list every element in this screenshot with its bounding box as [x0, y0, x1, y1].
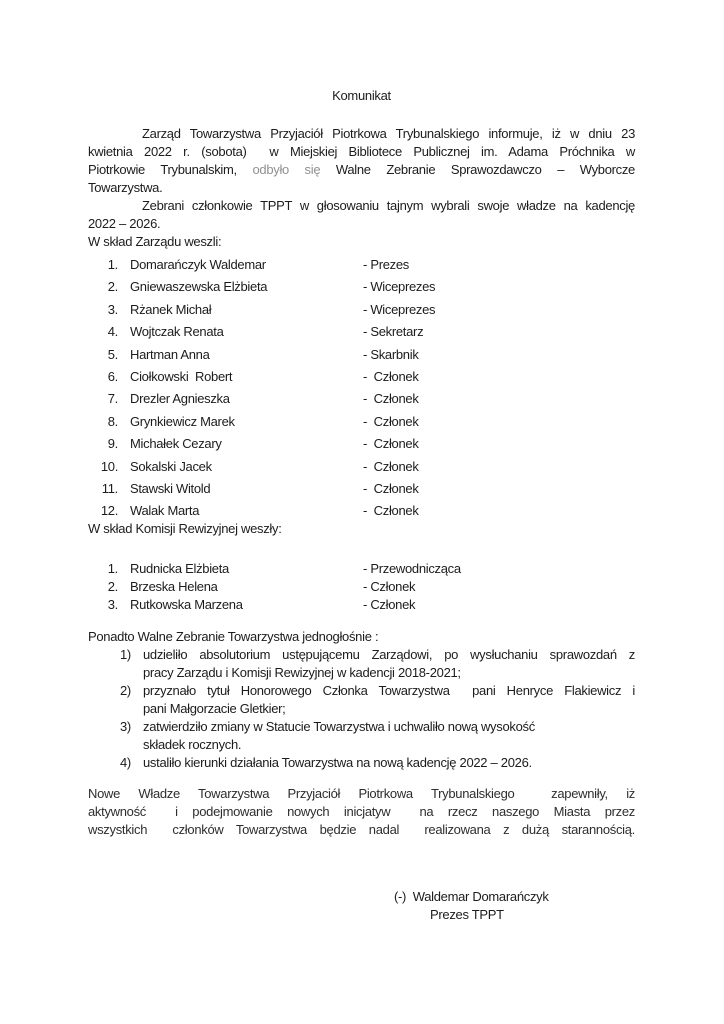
member-row	[88, 560, 635, 578]
member-name: Drezler Agnieszka	[130, 391, 230, 407]
paragraph-line: Zebrani członkowie TPPT w głosowaniu tajnym wybrali swoje władze na kadencję	[142, 198, 635, 213]
resolution-item	[88, 682, 635, 718]
committee-heading: W skład Komisji Rewizyjnej weszły:	[88, 521, 282, 537]
resolution-number: 3)	[120, 719, 131, 735]
member-row	[88, 256, 635, 274]
member-role: - Wiceprezes	[363, 279, 436, 295]
paragraph-line: 2022 – 2026.	[88, 216, 161, 231]
paragraph-line: Towarzystwa.	[88, 180, 163, 195]
paragraph-line	[88, 161, 635, 179]
paragraph-text: Walne Zebranie Sprawozdawczo – Wyborcze	[320, 162, 635, 177]
member-row	[88, 480, 635, 498]
resolutions-heading: Ponadto Walne Zebranie Towarzystwa jednogłośnie :	[88, 629, 379, 645]
member-name: Rudnicka Elżbieta	[130, 561, 229, 577]
signature-block	[88, 888, 635, 924]
paragraph-line: aktywność i podejmowanie nowych inicjatyw na rzecz naszego Miasta przez	[88, 804, 635, 820]
member-name: Walak Marta	[130, 503, 200, 519]
member-name: Stawski Witold	[130, 480, 211, 496]
resolution-line: składek rocznych.	[143, 737, 242, 753]
member-name: Grynkiewicz Marek	[130, 413, 235, 429]
member-role: - Członek	[363, 413, 419, 429]
member-role: - Członek	[363, 436, 419, 452]
board-members-list	[88, 256, 635, 520]
member-row	[88, 502, 635, 520]
member-role: - Prezes	[363, 257, 410, 272]
member-name: Ciołkowski Robert	[130, 368, 233, 384]
resolution-text	[143, 754, 635, 772]
resolution-number: 2)	[120, 683, 131, 699]
member-number: 10.	[100, 458, 118, 474]
member-number: 1.	[107, 561, 118, 577]
member-row	[88, 323, 635, 341]
resolution-line: pracy Zarządu i Komisji Rewizyjnej w kadencji 2018-2021;	[143, 665, 461, 681]
member-name: Domarańczyk Waldemar	[130, 257, 266, 272]
resolution-text	[143, 682, 635, 718]
member-row	[88, 458, 635, 476]
member-number: 6.	[107, 368, 118, 384]
member-number: 4.	[107, 324, 118, 340]
member-role: - Członek	[363, 368, 419, 384]
member-role: - Członek	[363, 458, 419, 474]
member-row	[88, 578, 635, 596]
member-number: 12.	[100, 503, 118, 519]
resolution-line: pani Małgorzacie Gletkier;	[143, 701, 286, 717]
paragraph-line: wszystkich członków Towarzystwa będzie nadal realizowana z dużą starannością.	[88, 822, 635, 838]
signature-title: Prezes TPPT	[430, 907, 504, 923]
member-role: - Członek	[363, 579, 416, 595]
member-row	[88, 435, 635, 453]
member-row	[88, 390, 635, 408]
member-row	[88, 413, 635, 431]
member-row	[88, 346, 635, 364]
resolutions-list	[88, 646, 635, 772]
intro-paragraph	[88, 125, 635, 197]
resolution-text	[143, 718, 635, 754]
document-title: Komunikat	[332, 88, 391, 103]
member-role: - Skarbnik	[363, 346, 419, 362]
member-role: - Członek	[363, 480, 419, 496]
committee-members-list	[88, 560, 635, 614]
resolution-line: ustaliło kierunki działania Towarzystwa na nową kadencję 2022 – 2026.	[143, 755, 532, 771]
resolution-line: udzieliło absolutorium ustępującemu Zarządowi, po wysłuchaniu sprawozdań z	[143, 647, 635, 663]
resolution-item	[88, 646, 635, 682]
member-number: 3.	[107, 597, 118, 613]
resolution-item	[88, 718, 635, 754]
member-number: 11.	[101, 480, 118, 496]
member-role: - Przewodnicząca	[363, 561, 461, 577]
member-number: 1.	[107, 257, 118, 272]
member-name: Wojtczak Renata	[130, 324, 224, 340]
member-number: 9.	[107, 436, 118, 452]
paragraph-line: kwietnia 2022 r. (sobota) w Miejskiej Bibliotece Publicznej im. Adama Próchnika w	[88, 144, 635, 159]
member-number: 2.	[107, 579, 118, 595]
resolution-number: 4)	[120, 755, 131, 771]
member-role: - Członek	[363, 597, 416, 613]
member-row	[88, 368, 635, 386]
resolution-item	[88, 754, 635, 772]
member-number: 3.	[107, 301, 118, 317]
member-name: Sokalski Jacek	[130, 458, 212, 474]
member-role: - Wiceprezes	[363, 301, 436, 317]
member-name: Hartman Anna	[130, 346, 210, 362]
member-number: 2.	[107, 279, 118, 295]
member-row	[88, 278, 635, 296]
member-name: Michałek Cezary	[130, 436, 222, 452]
member-role: - Członek	[363, 503, 419, 519]
paragraph-line: Nowe Władze Towarzystwa Przyjaciół Piotrkowa Trybunalskiego zapewniły, iż	[88, 786, 635, 802]
paragraph-line: Zarząd Towarzystwa Przyjaciół Piotrkowa Trybunalskiego informuje, iż w dniu 23	[142, 126, 635, 141]
election-paragraph	[88, 197, 635, 233]
resolution-number: 1)	[120, 647, 131, 663]
member-number: 8.	[107, 413, 118, 429]
resolution-line: przyznało tytuł Honorowego Członka Towarzystwa pani Henryce Flakiewicz i	[143, 683, 635, 699]
closing-paragraph	[88, 785, 635, 839]
member-role: - Członek	[363, 391, 419, 407]
member-row	[88, 301, 635, 319]
member-number: 7.	[107, 391, 118, 407]
member-number: 5.	[107, 346, 118, 362]
member-name: Gniewaszewska Elżbieta	[130, 279, 268, 295]
resolution-line: zatwierdziło zmiany w Statucie Towarzystwa i uchwaliło nową wysokość	[143, 719, 535, 735]
board-heading: W skład Zarządu weszli:	[88, 234, 222, 249]
paragraph-text: Piotrkowie Trybunalskim,	[88, 162, 253, 177]
resolution-text	[143, 646, 635, 682]
gray-highlight-text: odbyło się	[252, 162, 321, 177]
member-row	[88, 596, 635, 614]
member-role: - Sekretarz	[363, 324, 424, 340]
member-name: Rżanek Michał	[130, 301, 212, 317]
signature-name: (-) Waldemar Domarańczyk	[394, 889, 549, 905]
member-name: Rutkowska Marzena	[130, 597, 243, 613]
member-name: Brzeska Helena	[130, 579, 218, 595]
